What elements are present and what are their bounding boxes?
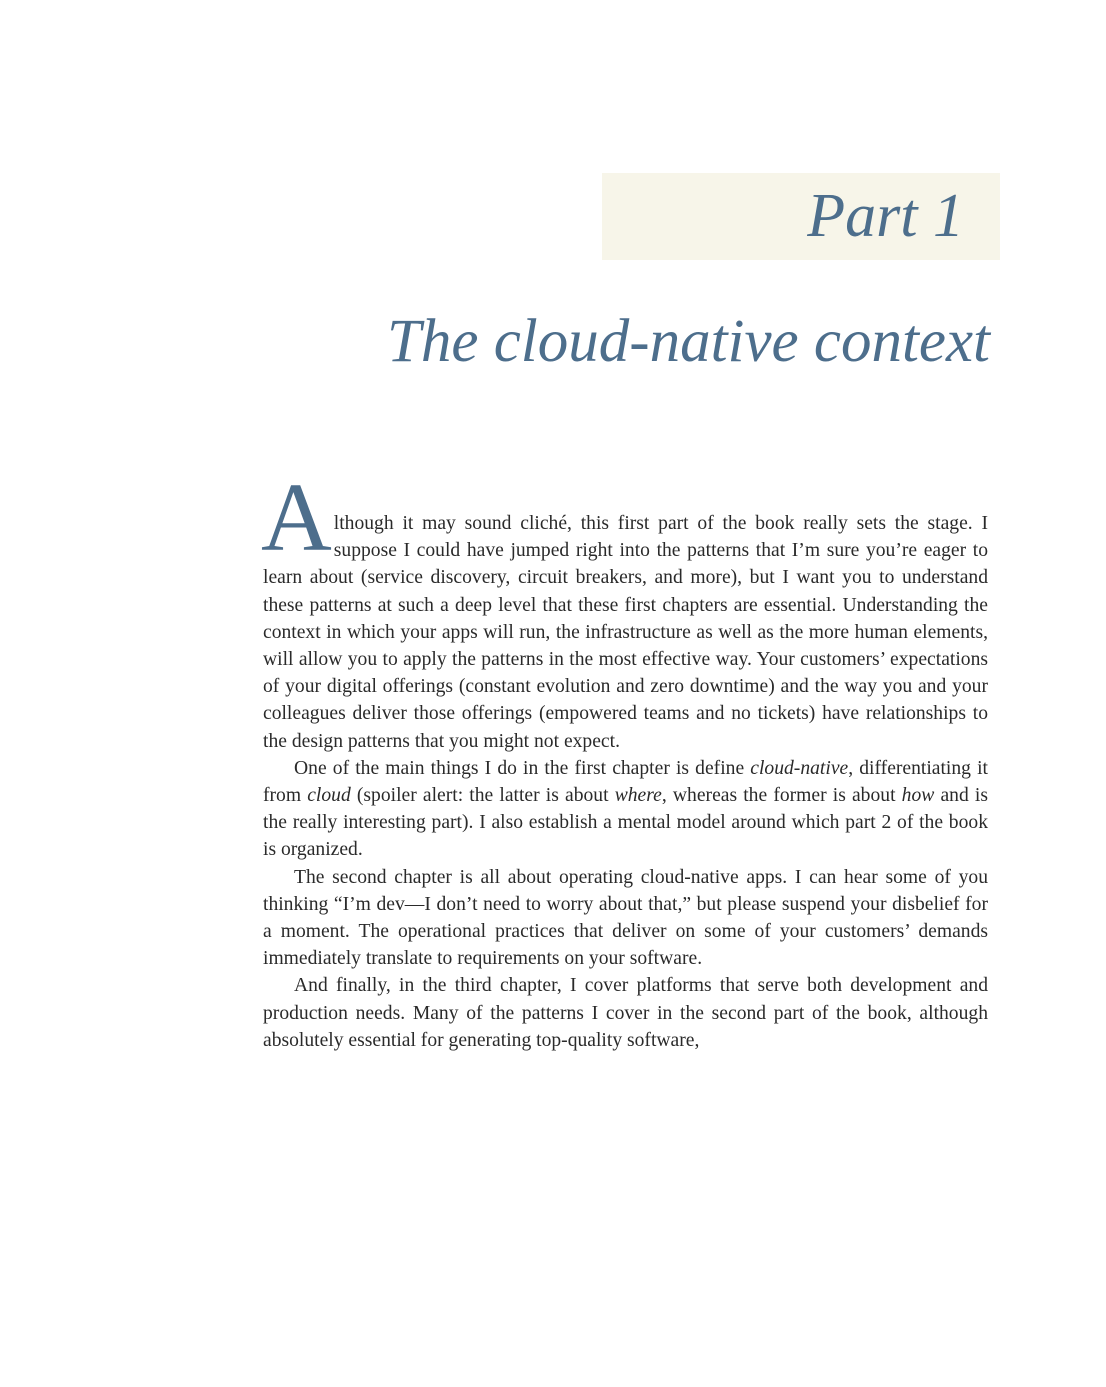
paragraph-1	[261, 464, 988, 755]
emphasis-cloud: cloud	[307, 785, 351, 807]
paragraph-2	[263, 755, 988, 864]
part-label-box	[602, 173, 1000, 260]
paragraph-1-text: lthough it may sound cliché, this first part of the book really sets the stage. I suppose I could have jumped right into the patterns that I’m sure you’re eager to learn about (service discovery, circuit breakers, and more), but I want you to understand these patterns at such a deep level that these first chapters are essential. Understanding the context in which your apps will run, the infrastructure as well as the more human elements, will allow you to apply the patterns in the most effective way. Your customers’ expectations of your digital offerings (constant evolution and zero downtime) and the way you and your colleagues deliver those offerings (empowered teams and no tickets) have relationships to the design patterns that you might not expect.	[263, 513, 988, 752]
paragraph-2-text-a: One of the main things I do in the first chapter is define	[294, 757, 751, 779]
intro-body	[261, 464, 988, 1054]
drop-cap: A	[261, 464, 332, 572]
emphasis-cloud-native: cloud-native	[750, 757, 849, 779]
part-title: The cloud-native context	[386, 308, 990, 375]
paragraph-2-text-c: (spoiler alert: the latter is about	[350, 785, 615, 807]
part-label: Part 1	[807, 182, 964, 250]
paragraph-2-text-d: , whereas the former is about	[661, 785, 902, 807]
paragraph-4: And finally, in the third chapter, I cover platforms that serve both development and production needs. Many of the patterns I cover in the second part of the book, although absolutely essential for generating top-quality software,	[263, 975, 988, 1051]
emphasis-how: how	[901, 785, 935, 807]
emphasis-where: where	[614, 785, 662, 807]
paragraph-2-text-b: , differentiating it from	[263, 757, 988, 807]
paragraph-3: The second chapter is all about operating cloud-native apps. I can hear some of you thinking “I’m dev—I don’t need to worry about that,” but please suspend your disbelief for a moment. The operational practices that deliver on some of your customers’ demands immediately translate to requirements on your software.	[263, 866, 988, 970]
paragraph-2-text-e: and is the really interesting part). I also establish a mental model around which part 2 of the book is organized.	[263, 785, 988, 861]
